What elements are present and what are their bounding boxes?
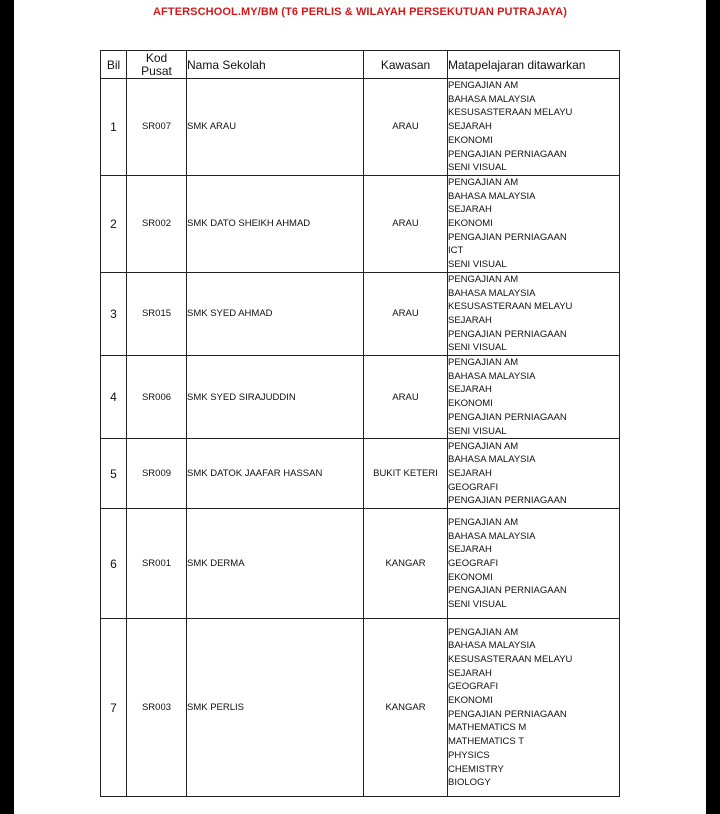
subject-item: SENI VISUAL [448,425,507,437]
header-kawasan: Kawasan [364,51,448,79]
cell-matapelajaran [448,439,620,509]
subject-item: PENGAJIAN PERNIAGAAN [448,328,567,340]
cell-bil: 2 [101,175,127,272]
subject-item: CHEMISTRY [448,763,504,775]
cell-kod-pusat: SR006 [127,356,187,439]
cell-bil: 7 [101,619,127,797]
header-nama-sekolah: Nama Sekolah [187,51,364,79]
subject-item: ICT [448,245,464,257]
subject-item: BIOLOGY [448,777,491,789]
cell-bil: 1 [101,79,127,176]
subject-item: PENGAJIAN PERNIAGAAN [448,231,567,243]
subject-item: SEJARAH [448,204,492,216]
subject-list [448,176,619,272]
subject-item: PENGAJIAN PERNIAGAAN [448,411,567,423]
cell-kod-pusat: SR003 [127,619,187,797]
subject-item: KESUSASTERAAN MELAYU [448,653,573,665]
subject-item: EKONOMI [448,695,493,707]
subject-item: SEJARAH [448,667,492,679]
subject-item: EKONOMI [448,134,493,146]
subject-item: KESUSASTERAAN MELAYU [448,107,573,119]
subject-item: EKONOMI [448,218,493,230]
table-row [101,439,620,509]
subject-item: SEJARAH [448,544,492,556]
subject-item: PENGAJIAN AM [448,357,519,369]
subject-item: SEJARAH [448,467,492,479]
table-row [101,272,620,355]
cell-nama-sekolah: SMK PERLIS [187,619,364,797]
cell-matapelajaran [448,356,620,439]
subject-item: SENI VISUAL [448,259,507,271]
cell-kod-pusat: SR002 [127,175,187,272]
cell-kod-pusat: SR015 [127,272,187,355]
cell-nama-sekolah: SMK SYED AHMAD [187,272,364,355]
cell-matapelajaran [448,509,620,619]
cell-bil: 5 [101,439,127,509]
table-header-row [101,51,620,79]
subject-item: PENGAJIAN AM [448,516,519,528]
subject-item: BAHASA MALAYSIA [448,93,536,105]
cell-nama-sekolah: SMK SYED SIRAJUDDIN [187,356,364,439]
subject-item: GEOGRAFI [448,557,499,569]
subject-item: EKONOMI [448,398,493,410]
table-body [101,79,620,797]
header-kod-line1: Kod [145,50,168,65]
cell-kod-pusat: SR007 [127,79,187,176]
subject-item: PENGAJIAN AM [448,440,519,452]
subject-item: PENGAJIAN AM [448,273,519,285]
table-row [101,79,620,176]
subject-item: EKONOMI [448,571,493,583]
subject-item: PENGAJIAN AM [448,176,519,188]
cell-kawasan: BUKIT KETERI [364,439,448,509]
cell-kawasan: ARAU [364,79,448,176]
cell-kawasan: KANGAR [364,619,448,797]
cell-kawasan: ARAU [364,356,448,439]
table-row [101,509,620,619]
schools-table [100,50,620,797]
subject-item: SENI VISUAL [448,599,507,611]
cell-bil: 3 [101,272,127,355]
subject-item: SEJARAH [448,384,492,396]
table-row [101,175,620,272]
header-bil: Bil [101,51,127,79]
subject-item: GEOGRAFI [448,681,499,693]
subject-list [448,516,619,612]
header-kod-pusat [127,51,187,79]
header-matapelajaran: Matapelajaran ditawarkan [448,51,620,79]
subject-item: GEOGRAFI [448,481,499,493]
cell-kod-pusat: SR009 [127,439,187,509]
header-kod-line2: Pusat [141,63,172,78]
subject-item: PHYSICS [448,749,490,761]
cell-nama-sekolah: SMK DATOK JAAFAR HASSAN [187,439,364,509]
cell-kawasan: ARAU [364,175,448,272]
cell-nama-sekolah: SMK DATO SHEIKH AHMAD [187,175,364,272]
cell-matapelajaran [448,175,620,272]
cell-nama-sekolah: SMK DERMA [187,509,364,619]
cell-bil: 4 [101,356,127,439]
cell-nama-sekolah: SMK ARAU [187,79,364,176]
subject-item: SENI VISUAL [448,342,507,354]
document-page [14,0,706,814]
table-row [101,619,620,797]
subject-item: BAHASA MALAYSIA [448,530,536,542]
subject-item: KESUSASTERAAN MELAYU [448,301,573,313]
subject-list [448,356,619,438]
cell-bil: 6 [101,509,127,619]
subject-item: MATHEMATICS M [448,722,527,734]
subject-item: BAHASA MALAYSIA [448,454,536,466]
cell-matapelajaran [448,619,620,797]
subject-list [448,440,619,509]
cell-matapelajaran [448,79,620,176]
subject-item: BAHASA MALAYSIA [448,190,536,202]
subject-item: PENGAJIAN AM [448,626,519,638]
page-title: AFTERSCHOOL.MY/BM (T6 PERLIS & WILAYAH PERSEKUTUAN PUTRAJAYA) [153,6,567,18]
subject-item: PENGAJIAN PERNIAGAAN [448,148,567,160]
cell-kod-pusat: SR001 [127,509,187,619]
cell-kawasan: KANGAR [364,509,448,619]
subject-item: PENGAJIAN AM [448,80,519,91]
subject-item: MATHEMATICS T [448,736,524,748]
table-row [101,356,620,439]
subject-item: BAHASA MALAYSIA [448,287,536,299]
subject-item: PENGAJIAN PERNIAGAAN [448,708,567,720]
subject-list [448,273,619,355]
subject-item: SEJARAH [448,314,492,326]
subject-item: BAHASA MALAYSIA [448,370,536,382]
cell-kawasan: ARAU [364,272,448,355]
cell-matapelajaran [448,272,620,355]
subject-item: PENGAJIAN PERNIAGAAN [448,585,567,597]
subject-item: PENGAJIAN PERNIAGAAN [448,495,567,507]
subject-item: SENI VISUAL [448,162,507,174]
subject-item: SEJARAH [448,121,492,133]
subject-list [448,626,619,790]
subject-list [448,79,619,175]
subject-item: BAHASA MALAYSIA [448,640,536,652]
